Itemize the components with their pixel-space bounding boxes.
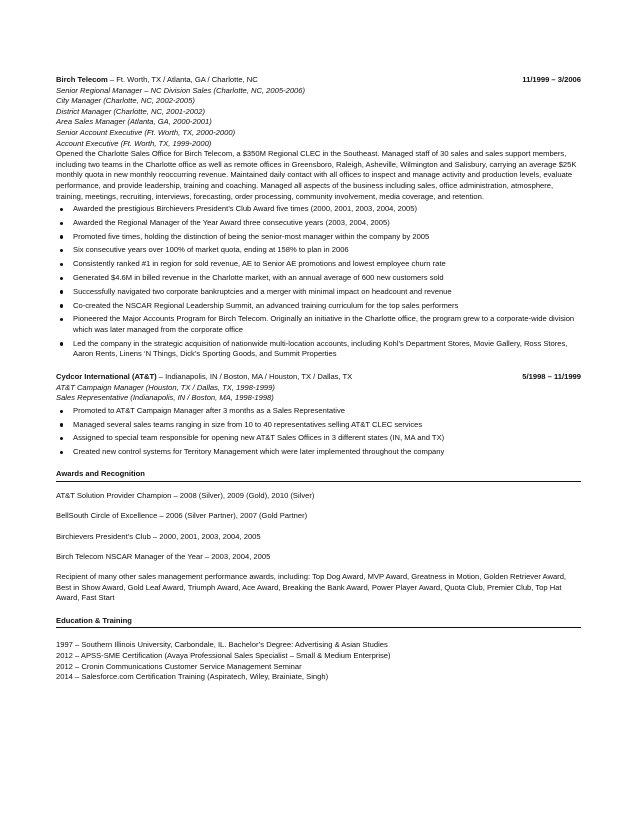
list-item: Promoted to AT&T Campaign Manager after 3 months as a Sales Representative bbox=[56, 406, 581, 417]
job2-company: Cydcor International (AT&T) bbox=[56, 372, 157, 382]
list-item: Managed several sales teams ranging in size from 10 to 40 representatives selling AT&T CLEC services bbox=[56, 420, 581, 431]
award-item: Birchievers President’s Club – 2000, 2001, 2003, 2004, 2005 bbox=[56, 531, 261, 541]
list-item: Generated $4.6M in billed revenue in the Charlotte market, with an annual average of 600 new customers sold bbox=[56, 273, 581, 284]
job1-location: – Ft. Worth, TX / Atlanta, GA / Charlotte, NC bbox=[107, 75, 258, 84]
job1-title: Account Executive (Ft. Worth, TX, 1999-2000) bbox=[56, 138, 212, 148]
list-item: Successfully navigated two corporate bankruptcies and a merger with minimal impact on headcount and revenue bbox=[56, 287, 581, 298]
resume-page bbox=[56, 75, 581, 683]
job2-title: AT&T Campaign Manager (Houston, TX / Dallas, TX, 1998-1999) bbox=[56, 382, 275, 392]
award-item: Birch Telecom NSCAR Manager of the Year – 2003, 2004, 2005 bbox=[56, 551, 271, 561]
award-item: AT&T Solution Provider Champion – 2008 (Silver), 2009 (Gold), 2010 (Silver) bbox=[56, 491, 315, 501]
job2-bullets bbox=[56, 406, 581, 458]
list-item: Pioneered the Major Accounts Program for Birch Telecom. Originally an initiative in the Charlotte office, the program grew to a corporate-wide division which was later managed from the corporate office bbox=[56, 314, 581, 335]
education-item: 2012 – APSS-SME Certification (Avaya Professional Sales Specialist – Small & Medium Enterprise) bbox=[56, 650, 391, 660]
job1-title: Area Sales Manager (Atlanta, GA, 2000-2001) bbox=[56, 117, 212, 127]
job1-company: Birch Telecom bbox=[56, 75, 108, 84]
job1-summary: Opened the Charlotte Sales Office for Birch Telecom, a $350M Regional CLEC in the Southeast. Managed staff of 30 sales and sales support members, including two teams in the Charlotte office as well as remote offices in Greensboro, Raleigh, Asheville, Wilmington and Salisbury, carrying an average $25K monthly quota in new monthly reoccurring revenue. Maintained daily contact with all offices to inspect and manage activity and production levels, evaluate performance, and provide leadership, training and coaching. Managed all aspects of the business including sales, office administration, atmosphere, training, meetings, recruiting, interviews, forecasting, order processing, community involvement, media coverage, and retention. bbox=[56, 149, 577, 201]
job2-location: – Indianapolis, IN / Boston, MA / Houston, TX / Dallas, TX bbox=[156, 372, 353, 382]
list-item: Awarded the prestigious Birchievers President’s Club Award five times (2000, 2001, 2003, 2004, 2005) bbox=[56, 204, 581, 215]
job1-title: Senior Account Executive (Ft. Worth, TX, 2000-2000) bbox=[56, 127, 236, 137]
list-item: Consistently ranked #1 in region for sold revenue, AE to Senior AE promotions and lowest employee churn rate bbox=[56, 259, 581, 270]
award-item: BellSouth Circle of Excellence – 2006 (Silver Partner), 2007 (Gold Partner) bbox=[56, 511, 308, 521]
job1-title: District Manager (Charlotte, NC, 2001-2002) bbox=[56, 106, 205, 116]
list-item: Co-created the NSCAR Regional Leadership Summit, an advanced training curriculum for the top sales performers bbox=[56, 301, 581, 312]
job1-company-line bbox=[56, 75, 258, 86]
job1-dates: 11/1999 – 3/2006 bbox=[522, 75, 581, 84]
list-item: Awarded the Regional Manager of the Year Award three consecutive years (2003, 2004, 2005) bbox=[56, 218, 581, 229]
list-item: Led the company in the strategic acquisition of nationwide multi-location accounts, including Kohl’s Department Stores, Movie Gallery, Ross Stores, Aaron Rents, Linens ‘N Things, Dick’s Sporting Goods, and Summit Properties bbox=[56, 339, 581, 360]
education-item: 2012 – Cronin Communications Customer Service Management Seminar bbox=[56, 661, 302, 671]
job1-header bbox=[56, 75, 581, 86]
education-heading: Education & Training bbox=[56, 616, 581, 629]
list-item: Created new control systems for Territory Management which were later implemented throughout the company bbox=[56, 447, 581, 458]
list-item: Six consecutive years over 100% of market quota, ending at 158% to plan in 2006 bbox=[56, 245, 581, 256]
award-item: Recipient of many other sales management performance awards, including: Top Dog Award, MVP Award, Greatness in Motion, Golden Retriever Award, Best in Show Award, Gold Leaf Award, Triumph Award, Ace Award, Breaking the Bank Award, Power Player Award, Quota Club, Premier Club, Top Hat Award, Fast Start bbox=[56, 571, 567, 603]
job1-title: City Manager (Charlotte, NC, 2002-2005) bbox=[56, 96, 195, 106]
job2-dates: 5/1998 – 11/1999 bbox=[522, 372, 581, 382]
education-list bbox=[56, 640, 581, 682]
job2-company-line bbox=[56, 372, 352, 383]
job1-bullets bbox=[56, 204, 581, 360]
list-item: Promoted five times, holding the distinction of being the senior-most manager within the company by 2005 bbox=[56, 232, 581, 243]
education-item: 2014 – Salesforce.com Certification Training (Aspiratech, Wiley, Brainiate, Singh) bbox=[56, 672, 329, 682]
awards-heading: Awards and Recognition bbox=[56, 469, 581, 482]
job1-title: Senior Regional Manager – NC Division Sales (Charlotte, NC, 2005-2006) bbox=[56, 85, 306, 95]
job2-header bbox=[56, 372, 581, 383]
job2-title: Sales Representative (Indianapolis, IN / Boston, MA, 1998-1998) bbox=[56, 393, 274, 403]
education-item: 1997 – Southern Illinois University, Carbondale, IL. Bachelor’s Degree: Advertising & Asian Studies bbox=[56, 640, 388, 650]
list-item: Assigned to special team responsible for opening new AT&T Sales Offices in 3 different states (IN, MA and TX) bbox=[56, 433, 581, 444]
